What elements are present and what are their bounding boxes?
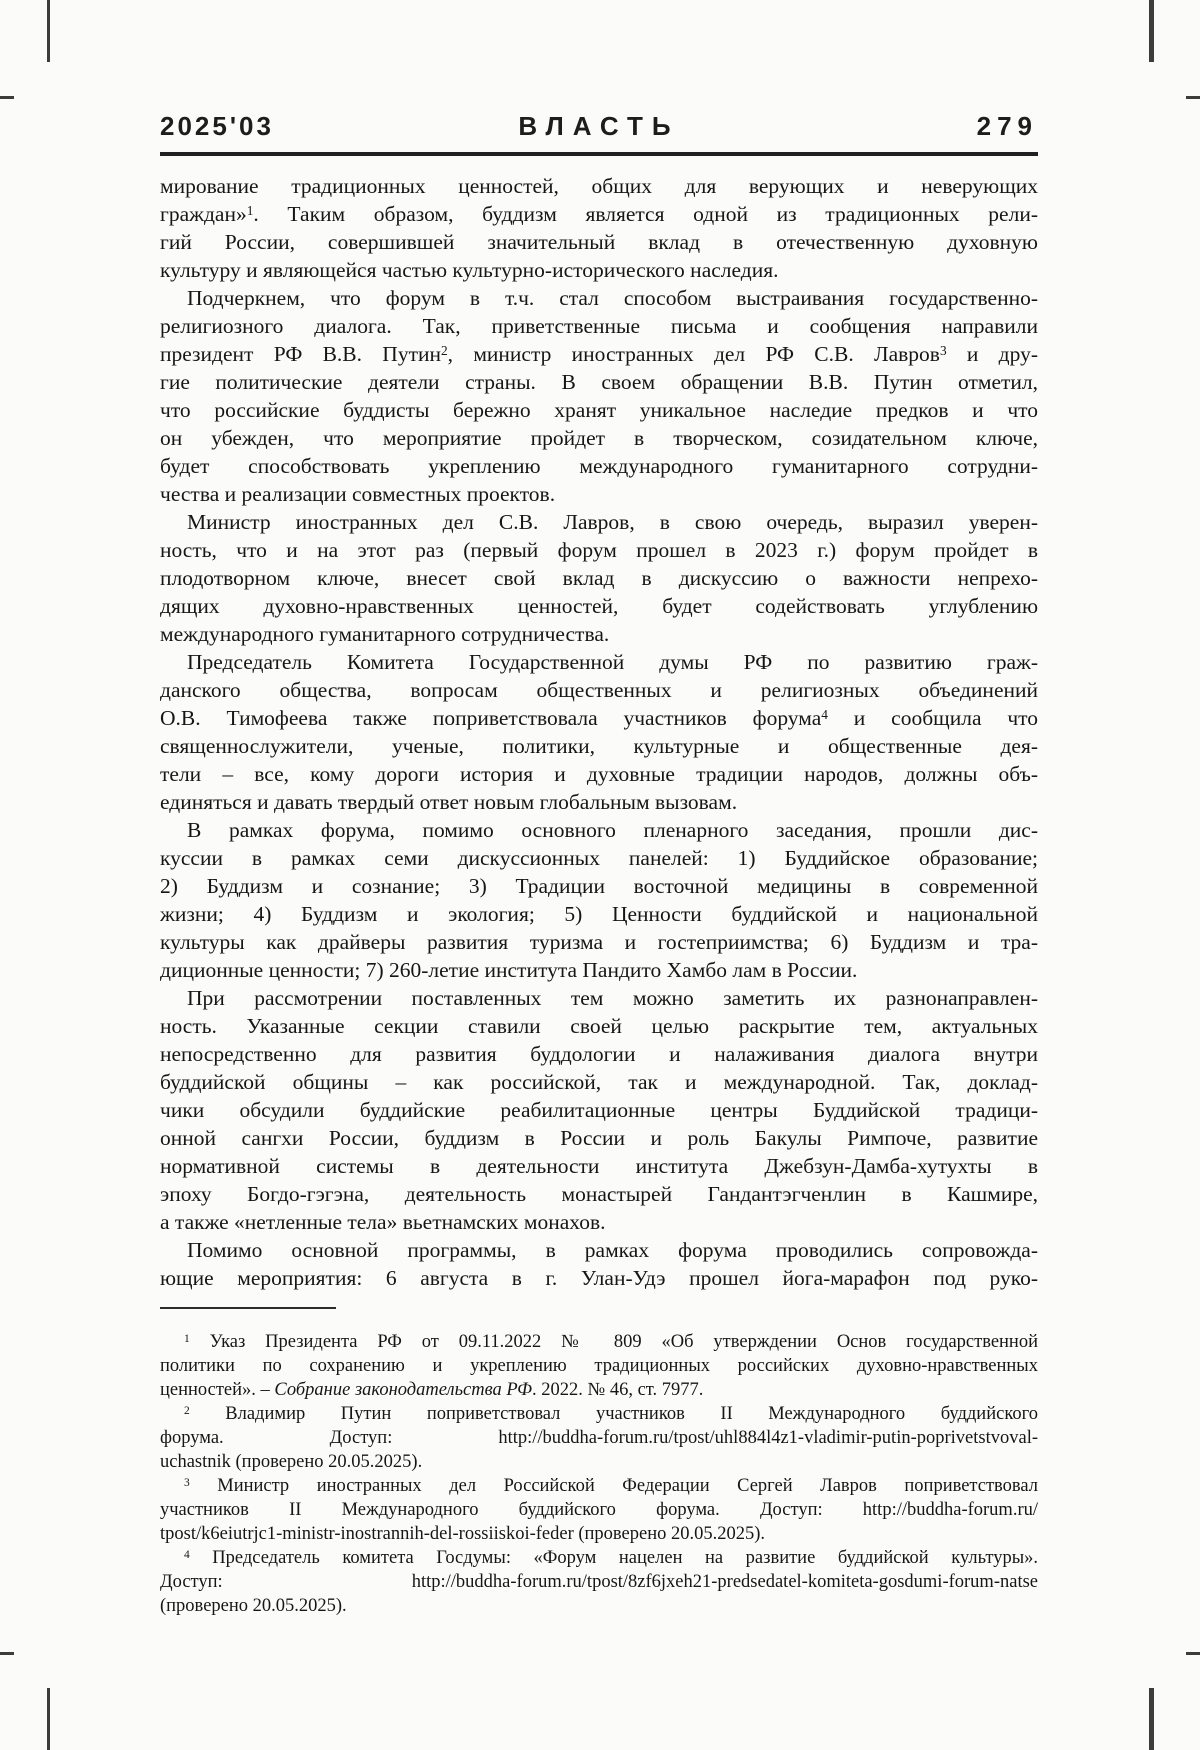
journal-title: ВЛАСТЬ <box>518 111 680 141</box>
body-line: буддийской общины – как российской, так и международной. Так, доклад- <box>160 1070 1038 1094</box>
footnote-separator <box>160 1307 336 1309</box>
paragraph <box>160 172 1038 284</box>
paragraph <box>160 1474 1038 1546</box>
paragraph <box>160 816 1038 984</box>
footnotes <box>160 1330 1038 1618</box>
footnote-line: форума. Доступ: http://buddha-forum.ru/tpost/uhl884l4z1-vladimir-putin-poprivetstvoval- <box>160 1428 1038 1448</box>
issue-label: 2025'03 <box>160 111 274 141</box>
body-line: В рамках форума, помимо основного пленарного заседания, прошли дис- <box>187 818 1038 842</box>
body-line: Помимо основной программы, в рамках форума проводились сопровожда- <box>187 1238 1038 1262</box>
body-line: чества и реализации совместных проектов. <box>160 482 556 506</box>
body-line: ность. Указанные секции ставили своей целью раскрытие тем, актуальных <box>160 1014 1038 1038</box>
paragraph <box>160 508 1038 648</box>
crop-mark-top-left-horizontal <box>0 96 14 99</box>
body-line: При рассмотрении поставленных тем можно заметить их разнонаправлен- <box>187 986 1038 1010</box>
body-line: чики обсудили буддийские реабилитационные центры Буддийской традици- <box>160 1098 1038 1122</box>
crop-mark-bottom-right-vertical <box>1149 1688 1154 1750</box>
article-body <box>160 172 1038 1292</box>
body-line: куссии в рамках семи дискуссионных панелей: 1) Буддийское образование; <box>160 846 1038 870</box>
body-line: ность, что и на этот раз (первый форум прошел в 2023 г.) форум пройдет в <box>160 538 1038 562</box>
paragraph <box>160 648 1038 816</box>
body-line: онной сангхи России, буддизм в России и роль Бакулы Римпоче, развитие <box>160 1126 1038 1150</box>
body-line: граждан»$^1$. Таким образом, буддизм является одной из традиционных рели- <box>160 202 1038 226</box>
footnote-line: $^2$ Владимир Путин поприветствовал участников II Международного буддийского <box>184 1404 1038 1424</box>
body-line: мирование традиционных ценностей, общих для верующих и неверующих <box>160 174 1038 198</box>
body-line: он убежден, что мероприятие пройдет в творческом, созидательном ключе, <box>160 426 1038 450</box>
body-line: будет способствовать укреплению международного гуманитарного сотрудни- <box>160 454 1038 478</box>
body-line: Министр иностранных дел С.В. Лавров, в свою очередь, выразил уверен- <box>187 510 1038 534</box>
body-line: тели – все, кому дороги история и духовные традиции народов, должны объ- <box>160 762 1038 786</box>
body-line: что российские буддисты бережно хранят уникальное наследие предков и что <box>160 398 1038 422</box>
crop-mark-bottom-left-horizontal <box>0 1652 14 1655</box>
body-line: гие политические деятели страны. В своем обращении В.В. Путин отметил, <box>160 370 1038 394</box>
body-line: президент РФ В.В. Путин$^2$, министр иностранных дел РФ С.В. Лавров$^3$ и дру- <box>160 342 1038 366</box>
body-line: а также «нетленные тела» вьетнамских монахов. <box>160 1210 606 1234</box>
body-line: культуры как драйверы развития туризма и гостеприимства; 6) Буддизм и тра- <box>160 930 1038 954</box>
body-line: плодотворном ключе, внесет свой вклад в дискуссию о важности непрехо- <box>160 566 1038 590</box>
footnote-line: $^4$ Председатель комитета Госдумы: «Форум нацелен на развитие буддийской культуры». <box>184 1548 1038 1568</box>
footnote-line: $^3$ Министр иностранных дел Российской Федерации Сергей Лавров поприветствовал <box>184 1476 1038 1496</box>
footnote-line: участников II Международного буддийского форума. Доступ: http://buddha-forum.ru/ <box>160 1500 1038 1520</box>
body-line: единяться и давать твердый ответ новым глобальным вызовам. <box>160 790 738 814</box>
body-line: культуру и являющейся частью культурно-исторического наследия. <box>160 258 779 282</box>
running-head <box>160 108 1038 142</box>
body-line: священнослужители, ученые, политики, культурные и общественные дея- <box>160 734 1038 758</box>
body-line: дящих духовно-нравственных ценностей, будет содействовать углублению <box>160 594 1038 618</box>
footnote-line: tpost/k6eiutrjc1-ministr-inostrannih-del-rossiiskoi-feder (проверено 20.05.2025). <box>160 1524 766 1544</box>
paragraph <box>160 284 1038 508</box>
footnote-line: политики по сохранению и укреплению традиционных российских духовно-нравственных <box>160 1356 1038 1376</box>
body-line: религиозного диалога. Так, приветственные письма и сообщения направили <box>160 314 1038 338</box>
crop-mark-top-right-vertical <box>1149 0 1154 62</box>
paragraph <box>160 1546 1038 1618</box>
body-line: Председатель Комитета Государственной думы РФ по развитию граж- <box>187 650 1038 674</box>
crop-mark-bottom-left-vertical <box>47 1688 50 1750</box>
header-rule <box>160 152 1038 156</box>
body-line: О.В. Тимофеева также поприветствовала участников форума$^4$ и сообщила что <box>160 706 1038 730</box>
body-line: диционные ценности; 7) 260-летие института Пандито Хамбо лам в России. <box>160 958 858 982</box>
paragraph <box>160 1330 1038 1402</box>
body-line: данского общества, вопросам общественных и религиозных объединений <box>160 678 1038 702</box>
body-line: жизни; 4) Буддизм и экология; 5) Ценности буддийской и национальной <box>160 902 1038 926</box>
body-line: международного гуманитарного сотрудничества. <box>160 622 610 646</box>
crop-mark-bottom-right-horizontal <box>1186 1652 1200 1655</box>
footnote-line: Доступ: http://buddha-forum.ru/tpost/8zf6jxeh21-predsedatel-komiteta-gosdumi-forum-natse <box>160 1572 1038 1592</box>
paragraph <box>160 1236 1038 1292</box>
paragraph <box>160 1402 1038 1474</box>
body-line: гий России, совершившей значительный вклад в отечественную духовную <box>160 230 1038 254</box>
body-line: ющие мероприятия: 6 августа в г. Улан-Удэ прошел йога-марафон под руко- <box>160 1266 1038 1290</box>
body-line: Подчеркнем, что форум в т.ч. стал способом выстраивания государственно- <box>187 286 1038 310</box>
body-line: непосредственно для развития буддологии и налаживания диалога внутри <box>160 1042 1038 1066</box>
footnote-line: (проверено 20.05.2025). <box>160 1596 347 1616</box>
page-number: 279 <box>976 111 1038 141</box>
footnote-line: uchastnik (проверено 20.05.2025). <box>160 1452 423 1472</box>
crop-mark-top-left-vertical <box>47 0 50 62</box>
body-line: нормативной системы в деятельности института Джебзун-Дамба-хутухты в <box>160 1154 1038 1178</box>
footnote-line: ценностей». – Собрание законодательства РФ. 2022. № 46, ст. 7977. <box>160 1380 704 1400</box>
crop-mark-top-right-horizontal <box>1186 96 1200 99</box>
body-line: эпоху Богдо-гэгэна, деятельность монастырей Гандантэгченлин в Кашмире, <box>160 1182 1038 1206</box>
body-line: 2) Буддизм и сознание; 3) Традиции восточной медицины в современной <box>160 874 1038 898</box>
footnote-line: $^1$ Указ Президента РФ от 09.11.2022 № 809 «Об утверждении Основ государственной <box>184 1332 1038 1352</box>
paragraph <box>160 984 1038 1236</box>
